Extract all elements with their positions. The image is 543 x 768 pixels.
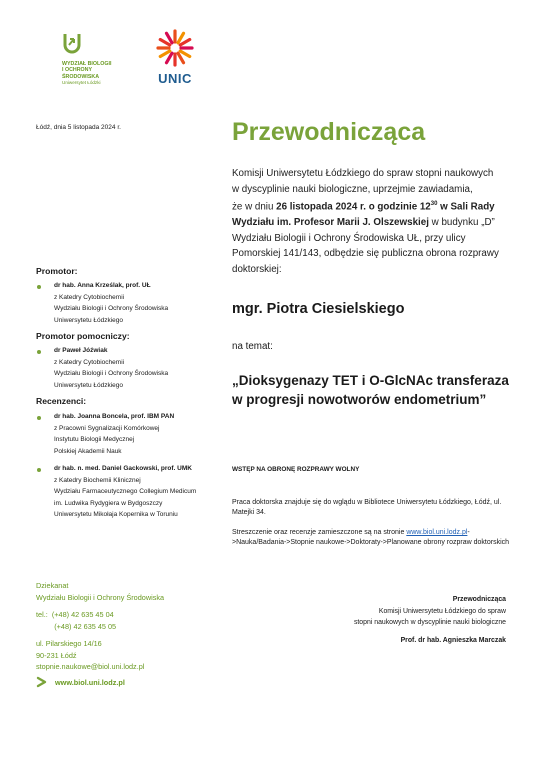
summary-text: Streszczenie oraz recenzje zamieszczone są na stronie www.biol.uni.lodz.pl->Nauka/Badania->Stopnie naukowe->Doktoraty->Planowane obrony rozpraw doktorskich: [232, 529, 510, 547]
arrow-right-icon: [36, 676, 48, 688]
faculty-logo: [62, 32, 152, 87]
bullet-icon: [37, 468, 41, 472]
unic-logo: [150, 28, 200, 86]
office-contact: Dziekanat Wydziału Biologii i Ochrony Środowiska tel.: (+48) 42 635 45 04 (+48) 42 635 45 05 ul. Pilarskiego 14/16 90-231 Łódź stopnie.naukowe@biol.uni.lodz.pl: [36, 581, 165, 671]
website-link[interactable]: www.biol.uni.lodz.pl: [55, 678, 125, 687]
summary-link[interactable]: www.biol.uni.lodz.pl: [406, 529, 468, 536]
reviewers-heading: Recenzenci:: [36, 396, 87, 406]
bullet-icon: [37, 350, 41, 354]
phone-1: tel.: (+48) 42 635 45 04: [36, 610, 114, 619]
defense-room: Wydziału im. Profesor Marii J. Olszewskiej: [232, 217, 429, 229]
signer-name: Prof. dr hab. Agnieszka Marczak: [400, 636, 506, 644]
bullet-icon: [37, 416, 41, 420]
availability-text: Praca doktorska znajduje się do wglądu w Bibliotece Uniwersytetu Łódzkiego, Łódź, ul. Matejki 34.: [232, 499, 502, 517]
defense-date: 26 listopada 2024 r. o godzinie 12: [276, 201, 431, 213]
page-title: Przewodnicząca: [232, 118, 426, 146]
defense-time-minutes: 30: [430, 201, 438, 208]
city-address: 90-231 Łódź: [36, 650, 77, 660]
street-address: ul. Pilarskiego 14/16: [36, 639, 102, 648]
announcement-text: Komisji Uniwersytetu Łódzkiego do spraw stopni naukowych w dyscyplinie nauki biologiczne, uprzejmie zawiadamia, że w dniu 26 listopada 2024 r. o godzinie $12^{30}$ w Sali Rady Wydziału im. Profesor Marii J. Olszewskiej w budynku „D” Wydziału Biologii i Ochrony Środowiska UŁ, przy ulicy Pomorskiej 141/143, odbędzie się publiczna obrona rozprawy doktorskiej:: [232, 168, 499, 275]
promotor-aux-heading: Promotor pomocniczy:: [36, 331, 130, 341]
unic-logo-text: UNIC: [158, 71, 192, 86]
subject-label: na temat:: [232, 341, 273, 352]
phone-2: (+48) 42 635 45 05: [36, 621, 117, 631]
reviewer-entry: dr hab. Joanna Boncela, prof. IBM PAN z Pracowni Sygnalizacji Komórkowej Instytutu Biologii Medycznej Polskiej Akademii Nauk: [54, 413, 175, 455]
reviewer-entry: dr hab. n. med. Daniel Gackowski, prof. UMK z Katedry Biochemii Klinicznej Wydziału Farmaceutycznego Collegium Medicum im. Ludwika Rydygiera w Bydgoszczy Uniwersytetu Mikołaja Kopernika w Toruniu: [54, 465, 197, 519]
open-defense-notice: WSTĘP NA OBRONĘ ROZPRAWY WOLNY: [232, 466, 360, 473]
promotor-entry: dr hab. Anna Krześlak, prof. UŁ z Katedry Cytobiochemii Wydziału Biologii i Ochrony Środowiska Uniwersytetu Łódzkiego: [54, 282, 169, 324]
candidate-name: mgr. Piotra Ciesielskiego: [232, 301, 405, 317]
faculty-logo-text: WYDZIAŁ BIOLOGII I OCHRONY ŚRODOWISKA Uniwersytet Łódzki: [62, 61, 112, 86]
promotor-aux-entry: dr Paweł Jóźwiak z Katedry Cytobiochemii Wydziału Biologii i Ochrony Środowiska Uniwersytetu Łódzkiego: [54, 347, 169, 389]
unic-sun-icon: [155, 28, 195, 68]
document-date: Łódź, dnia 5 listopada 2024 r.: [36, 124, 121, 131]
promotor-heading: Promotor:: [36, 266, 78, 276]
signature-block: Przewodnicząca Komisji Uniwersytetu Łódzkiego do spraw stopni naukowych w dyscyplinie nauki biologiczne Prof. dr hab. Agnieszka Marczak: [300, 594, 506, 646]
thesis-title: „Dioksygenazy TET i O-GlcNAc transferaza w progresji nowotworów endometrium”: [232, 373, 509, 407]
bullet-icon: [37, 285, 41, 289]
faculty-logo-mark-icon: [62, 32, 82, 54]
email-address[interactable]: stopnie.naukowe@biol.uni.lodz.pl: [36, 662, 145, 671]
